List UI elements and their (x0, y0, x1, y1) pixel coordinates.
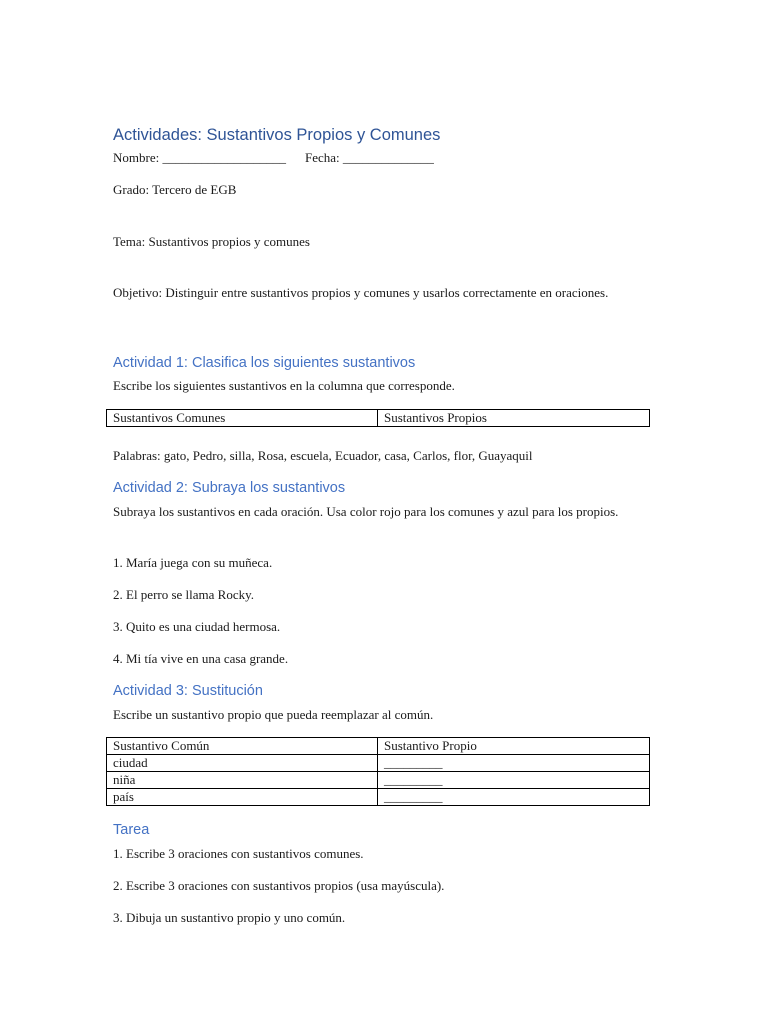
sentence-item: 3. Quito es una ciudad hermosa. (113, 619, 281, 634)
table-header-row (107, 410, 650, 427)
tarea-item: 3. Dibuja un sustantivo propio y uno común. (113, 910, 346, 925)
sentence-item: 4. Mi tía vive en una casa grande. (113, 651, 289, 666)
table-header-cell: Sustantivos Comunes (107, 410, 378, 427)
table-row (107, 755, 650, 772)
table-row (107, 789, 650, 806)
sentence-item: 1. María juega con su muñeca. (113, 555, 273, 570)
actividad-2-heading: Actividad 2: Subraya los sustantivos (113, 480, 346, 496)
actividad-1-table (106, 409, 650, 427)
table-cell: _________ (378, 789, 650, 806)
tarea-item: 2. Escribe 3 oraciones con sustantivos propios (usa mayúscula). (113, 878, 445, 893)
actividad-2-instruction: Subraya los sustantivos en cada oración. Usa color rojo para los comunes y azul para los propios. (113, 504, 619, 519)
palabras-list: Palabras: gato, Pedro, silla, Rosa, escuela, Ecuador, casa, Carlos, flor, Guayaquil (113, 448, 533, 463)
sentence-item: 2. El perro se llama Rocky. (113, 587, 255, 602)
table-header-cell: Sustantivos Propios (378, 410, 650, 427)
actividad-1-instruction: Escribe los siguientes sustantivos en la columna que corresponde. (113, 378, 455, 393)
actividad-3-instruction: Escribe un sustantivo propio que pueda reemplazar al común. (113, 707, 434, 722)
fecha-field: Fecha: ______________ (305, 150, 434, 165)
table-header-cell: Sustantivo Propio (378, 738, 650, 755)
grado-text: Grado: Tercero de EGB (113, 182, 237, 197)
table-cell: _________ (378, 755, 650, 772)
table-cell: país (107, 789, 378, 806)
actividad-1-heading: Actividad 1: Clasifica los siguientes sustantivos (113, 355, 416, 371)
nombre-field: Nombre: ___________________ (113, 150, 286, 165)
table-row (107, 772, 650, 789)
actividad-3-table (106, 737, 650, 806)
table-cell: ciudad (107, 755, 378, 772)
table-cell: _________ (378, 772, 650, 789)
tarea-item: 1. Escribe 3 oraciones con sustantivos comunes. (113, 846, 364, 861)
table-cell: niña (107, 772, 378, 789)
actividad-3-heading: Actividad 3: Sustitución (113, 683, 263, 699)
objetivo-text: Objetivo: Distinguir entre sustantivos propios y comunes y usarlos correctamente en oraciones. (113, 285, 609, 300)
page-title: Actividades: Sustantivos Propios y Comunes (113, 126, 441, 144)
table-header-cell: Sustantivo Común (107, 738, 378, 755)
tarea-heading: Tarea (113, 822, 150, 838)
table-header-row (107, 738, 650, 755)
tema-text: Tema: Sustantivos propios y comunes (113, 234, 310, 249)
